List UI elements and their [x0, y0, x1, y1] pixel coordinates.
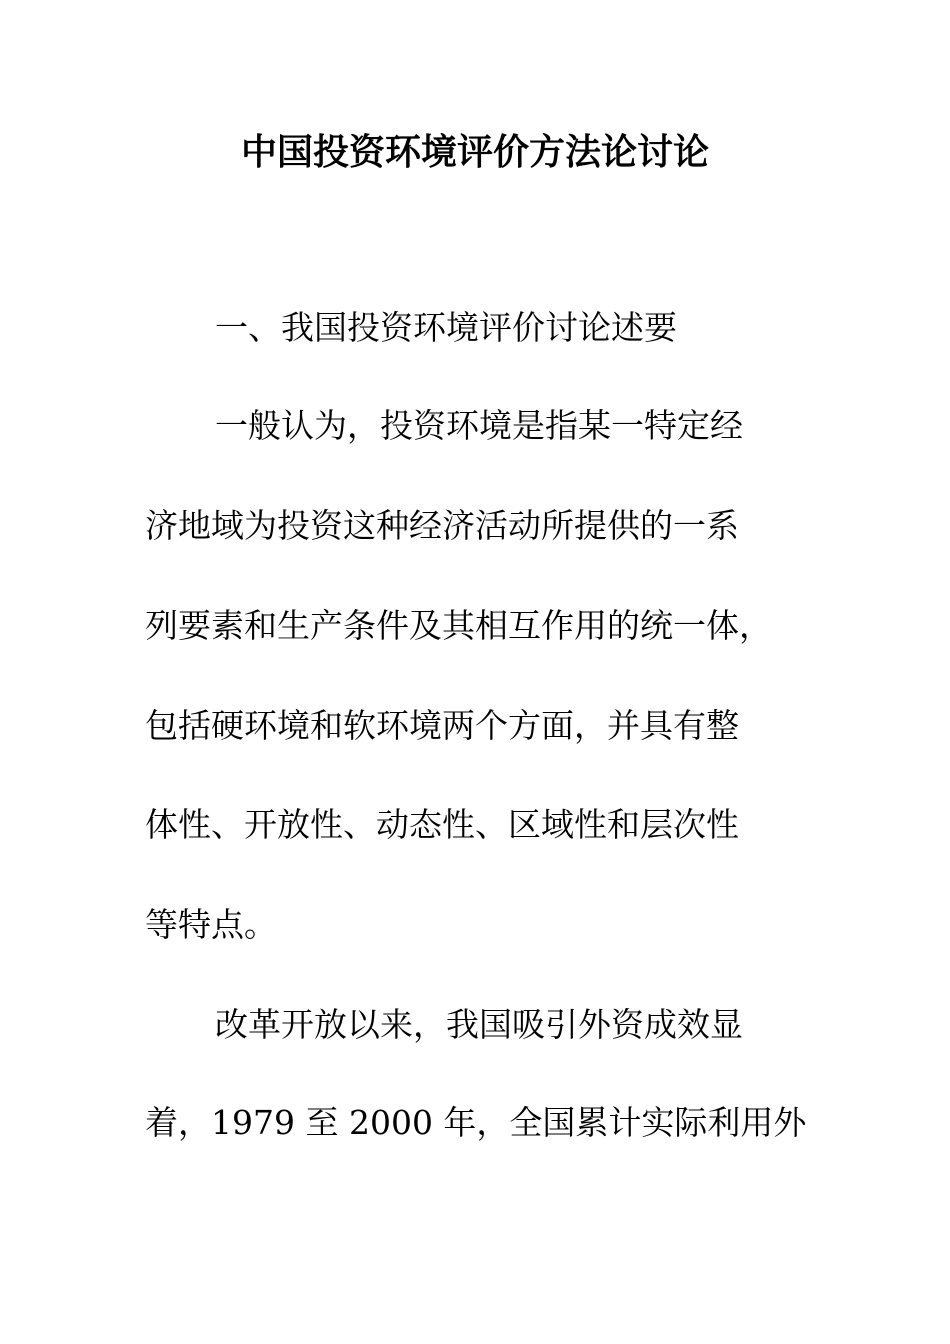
paragraph-line: 改革开放以来，我国吸引外资成效显	[215, 1005, 743, 1044]
document-title: 中国投资环境评价方法论讨论	[240, 131, 709, 173]
paragraph-line: 列要素和生产条件及其相互作用的统一体，	[145, 606, 772, 645]
paragraph-line: 包括硬环境和软环境两个方面，并具有整	[145, 706, 739, 745]
paragraph-line: 济地域为投资这种经济活动所提供的一系	[145, 506, 739, 545]
section-heading: 一、我国投资环境评价讨论述要	[215, 308, 677, 347]
paragraph-line: 等特点。	[145, 905, 277, 944]
paragraph-line: 体性、开放性、动态性、区域性和层次性	[145, 805, 739, 844]
paragraph-line: 着，1979 至 2000 年，全国累计实际利用外	[145, 1103, 807, 1142]
paragraph-line: 一般认为，投资环境是指某一特定经	[215, 406, 743, 445]
